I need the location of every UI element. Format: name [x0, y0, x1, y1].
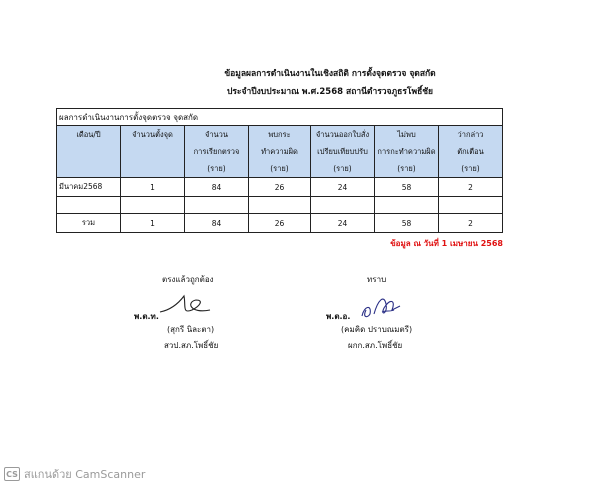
column-header	[439, 126, 503, 178]
left-signer-position: สวป.สภ.โพธิ์ชัย	[164, 341, 219, 350]
column-header	[375, 126, 439, 178]
column-header-line: (ราย)	[333, 164, 352, 173]
certify-label: ตรงแล้วถูกต้อง	[162, 275, 214, 284]
column-header-line: พบกระ	[268, 130, 291, 139]
table-cell: 58	[375, 178, 439, 197]
stats-table	[56, 108, 503, 233]
right-signer-name: (คมคิด ปราบณมตรี)	[341, 325, 413, 334]
signature-right-image	[356, 288, 406, 322]
total-cell: 24	[311, 214, 375, 233]
acknowledge-label: ทราบ	[367, 275, 387, 284]
column-header-line: เปรียบเทียบปรับ	[317, 147, 368, 156]
table-cell	[311, 197, 375, 214]
column-header-line: จำนวนออกใบสั่ง	[315, 130, 370, 139]
right-signer-rank: พ.ต.อ.	[326, 312, 351, 321]
total-cell: รวม	[57, 214, 121, 233]
table-cell	[375, 197, 439, 214]
column-header-line: การเรียกตรวจ	[193, 147, 240, 156]
left-signer-rank: พ.ต.ท.	[134, 312, 159, 321]
table-cell	[185, 197, 249, 214]
left-signer-name: (สุกรี นิละตา)	[167, 325, 215, 334]
table-cell: 1	[121, 178, 185, 197]
watermark-text: สแกนด้วย CamScanner	[24, 468, 146, 481]
total-cell: 2	[439, 214, 503, 233]
table-caption: ผลการดำเนินงานการตั้งจุดตรวจ จุดสกัด	[57, 109, 503, 126]
column-header-line: (ราย)	[397, 164, 416, 173]
total-cell: 84	[185, 214, 249, 233]
table-cell: 26	[249, 178, 311, 197]
camscanner-logo-icon: CS	[4, 467, 20, 481]
signature-left-image	[156, 290, 216, 320]
column-header	[249, 126, 311, 178]
table-cell	[57, 197, 121, 214]
column-header-line: (ราย)	[461, 164, 480, 173]
data-date-note: ข้อมูล ณ วันที่ 1 เมษายน 2568	[390, 239, 503, 248]
table-cell: 84	[185, 178, 249, 197]
column-header-line: ไม่พบ	[397, 130, 416, 139]
table-cell	[439, 197, 503, 214]
column-header-line: จำนวนตั้งจุด	[132, 130, 173, 139]
column-header	[311, 126, 375, 178]
column-header-line: เดือน/ปี	[76, 130, 101, 139]
table-cell: 24	[311, 178, 375, 197]
column-header-line: จำนวน	[204, 130, 229, 139]
report-title: ข้อมูลผลการดำเนินงานในเชิงสถิติ การตั้งจุดตรวจ จุดสกัด	[224, 69, 436, 79]
report-subtitle: ประจำปีงบประมาณ พ.ศ.2568 สถานีตำรวจภูธรโพธิ์ชัย	[226, 87, 434, 97]
table-cell: มีนาคม2568	[57, 178, 121, 197]
right-signer-position: ผกก.สภ.โพธิ์ชัย	[348, 341, 403, 350]
column-header-line: (ราย)	[207, 164, 226, 173]
table-row	[57, 178, 503, 197]
column-header-line: ทำความผิด	[261, 147, 298, 156]
camscanner-watermark	[4, 465, 145, 483]
column-header-line: การกะทำความผิด	[377, 147, 436, 156]
table-cell	[121, 197, 185, 214]
column-header	[121, 126, 185, 178]
column-header	[185, 126, 249, 178]
total-cell: 1	[121, 214, 185, 233]
column-header-line: ว่ากล่าว	[457, 130, 484, 139]
table-total-row	[57, 214, 503, 233]
table-cell: 2	[439, 178, 503, 197]
table-blank-row	[57, 197, 503, 214]
column-header-line: (ราย)	[270, 164, 289, 173]
total-cell: 58	[375, 214, 439, 233]
total-cell: 26	[249, 214, 311, 233]
column-header	[57, 126, 121, 178]
table-cell	[249, 197, 311, 214]
column-header-line: ตักเตือน	[457, 147, 484, 156]
table-header-row	[57, 126, 503, 178]
